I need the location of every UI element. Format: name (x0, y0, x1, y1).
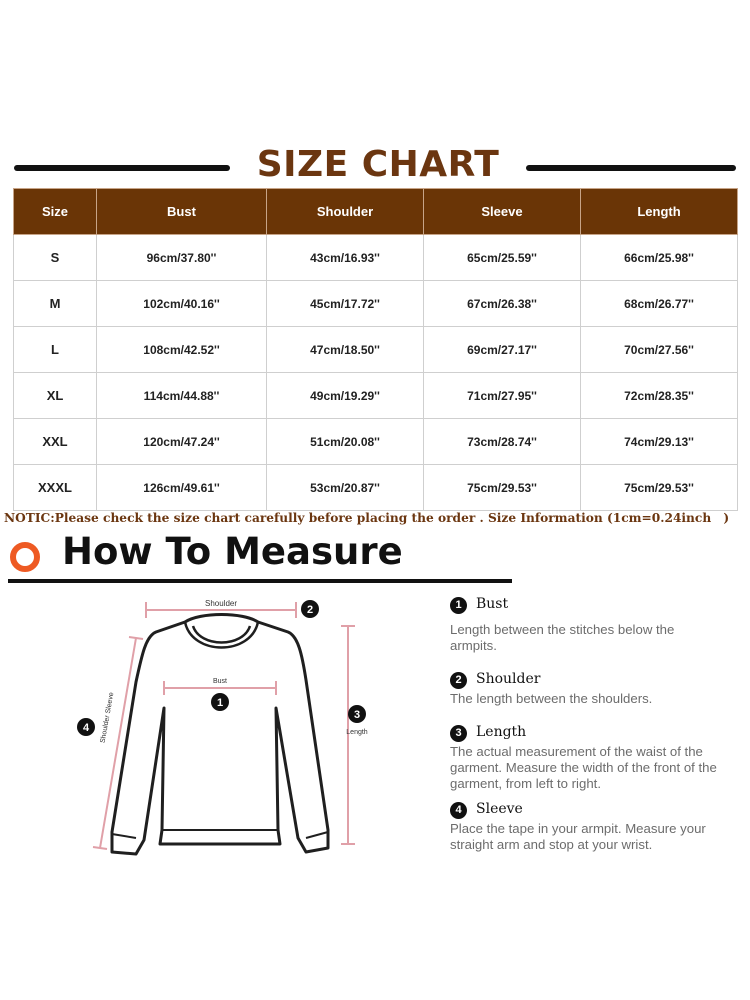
badge-4-label: 4 (82, 722, 90, 734)
bust-cell: 102cm/40.16'' (97, 281, 267, 327)
sleeve-cell: 65cm/25.59'' (424, 235, 581, 281)
legend-desc: Place the tape in your armpit. Measure your straight arm and stop at your wrist. (450, 821, 706, 852)
header-sleeve: Sleeve (424, 189, 581, 235)
badge-3-label: 3 (353, 709, 361, 721)
bust-cell: 120cm/47.24'' (97, 419, 267, 465)
legend-desc: Length between the stitches below the armpits. (450, 622, 675, 653)
sweater-outline (112, 615, 328, 855)
sleeve-label: Shoulder Sleeve (99, 691, 116, 744)
size-cell: L (14, 327, 97, 373)
shoulder-cell: 45cm/17.72'' (267, 281, 424, 327)
bust-cell: 114cm/44.88'' (97, 373, 267, 419)
sleeve-cell: 73cm/28.74'' (424, 419, 581, 465)
shoulder-cell: 49cm/19.29'' (267, 373, 424, 419)
legend-desc: The actual measurement of the waist of the garment. Measure the width of the front of the garment, from left to right. (450, 744, 717, 791)
bust-label: Bust (212, 678, 228, 685)
bust-cell: 108cm/42.52'' (97, 327, 267, 373)
header-length: Length (581, 189, 738, 235)
length-cell: 75cm/29.53'' (581, 465, 738, 511)
bust-cell: 126cm/49.61'' (97, 465, 267, 511)
ring-icon (10, 542, 40, 572)
shoulder-cell: 53cm/20.87'' (267, 465, 424, 511)
number-2-icon: 2 (450, 672, 467, 689)
length-cell: 72cm/28.35'' (581, 373, 738, 419)
size-cell: XL (14, 373, 97, 419)
legend-title: Sleeve (476, 801, 523, 817)
sleeve-cell: 75cm/29.53'' (424, 465, 581, 511)
length-cell: 66cm/25.98'' (581, 235, 738, 281)
shoulder-label: Shoulder (204, 599, 238, 608)
length-cell: 68cm/26.77'' (581, 281, 738, 327)
table-row (14, 465, 738, 511)
section-underline (8, 579, 512, 583)
size-cell: XXL (14, 419, 97, 465)
sleeve-tick-top (129, 637, 143, 639)
sleeve-cell: 69cm/27.17'' (424, 327, 581, 373)
sleeve-cell: 67cm/26.38'' (424, 281, 581, 327)
size-cell: M (14, 281, 97, 327)
size-notice: NOTIC:Please check the size chart carefully before placing the order . Size Information (1cm=0.24inch ) (4, 511, 730, 525)
table-row (14, 281, 738, 327)
number-4-icon: 4 (450, 802, 467, 819)
header-shoulder: Shoulder (267, 189, 424, 235)
legend-title: Bust (476, 596, 509, 612)
section-title: How To Measure (62, 530, 403, 573)
sleeve-cell: 71cm/27.95'' (424, 373, 581, 419)
table-row (14, 327, 738, 373)
sweater-diagram (60, 590, 400, 870)
page-title: SIZE CHART (256, 144, 500, 185)
how-to-measure-header (0, 528, 750, 584)
header-bust: Bust (97, 189, 267, 235)
shoulder-cell: 47cm/18.50'' (267, 327, 424, 373)
title-left-rule (14, 165, 230, 171)
number-3-icon: 3 (450, 725, 467, 742)
title-right-rule (526, 165, 736, 171)
table-row (14, 235, 738, 281)
table-header-row (14, 189, 738, 235)
length-cell: 70cm/27.56'' (581, 327, 738, 373)
legend-desc: The length between the shoulders. (450, 691, 653, 706)
table-row (14, 373, 738, 419)
bust-cell: 96cm/37.80'' (97, 235, 267, 281)
shoulder-cell: 51cm/20.08'' (267, 419, 424, 465)
legend-title: Length (476, 724, 527, 740)
size-table (13, 188, 738, 511)
size-cell: S (14, 235, 97, 281)
sweater-neckline (185, 622, 258, 648)
badge-1-label: 1 (216, 697, 224, 709)
number-1-icon: 1 (450, 597, 467, 614)
size-cell: XXXL (14, 465, 97, 511)
header-size: Size (14, 189, 97, 235)
legend-title: Shoulder (476, 671, 541, 687)
sleeve-tick-bottom (93, 847, 107, 849)
length-label: Length (346, 729, 368, 736)
table-row (14, 419, 738, 465)
length-cell: 74cm/29.13'' (581, 419, 738, 465)
shoulder-cell: 43cm/16.93'' (267, 235, 424, 281)
badge-2-label: 2 (306, 604, 314, 616)
